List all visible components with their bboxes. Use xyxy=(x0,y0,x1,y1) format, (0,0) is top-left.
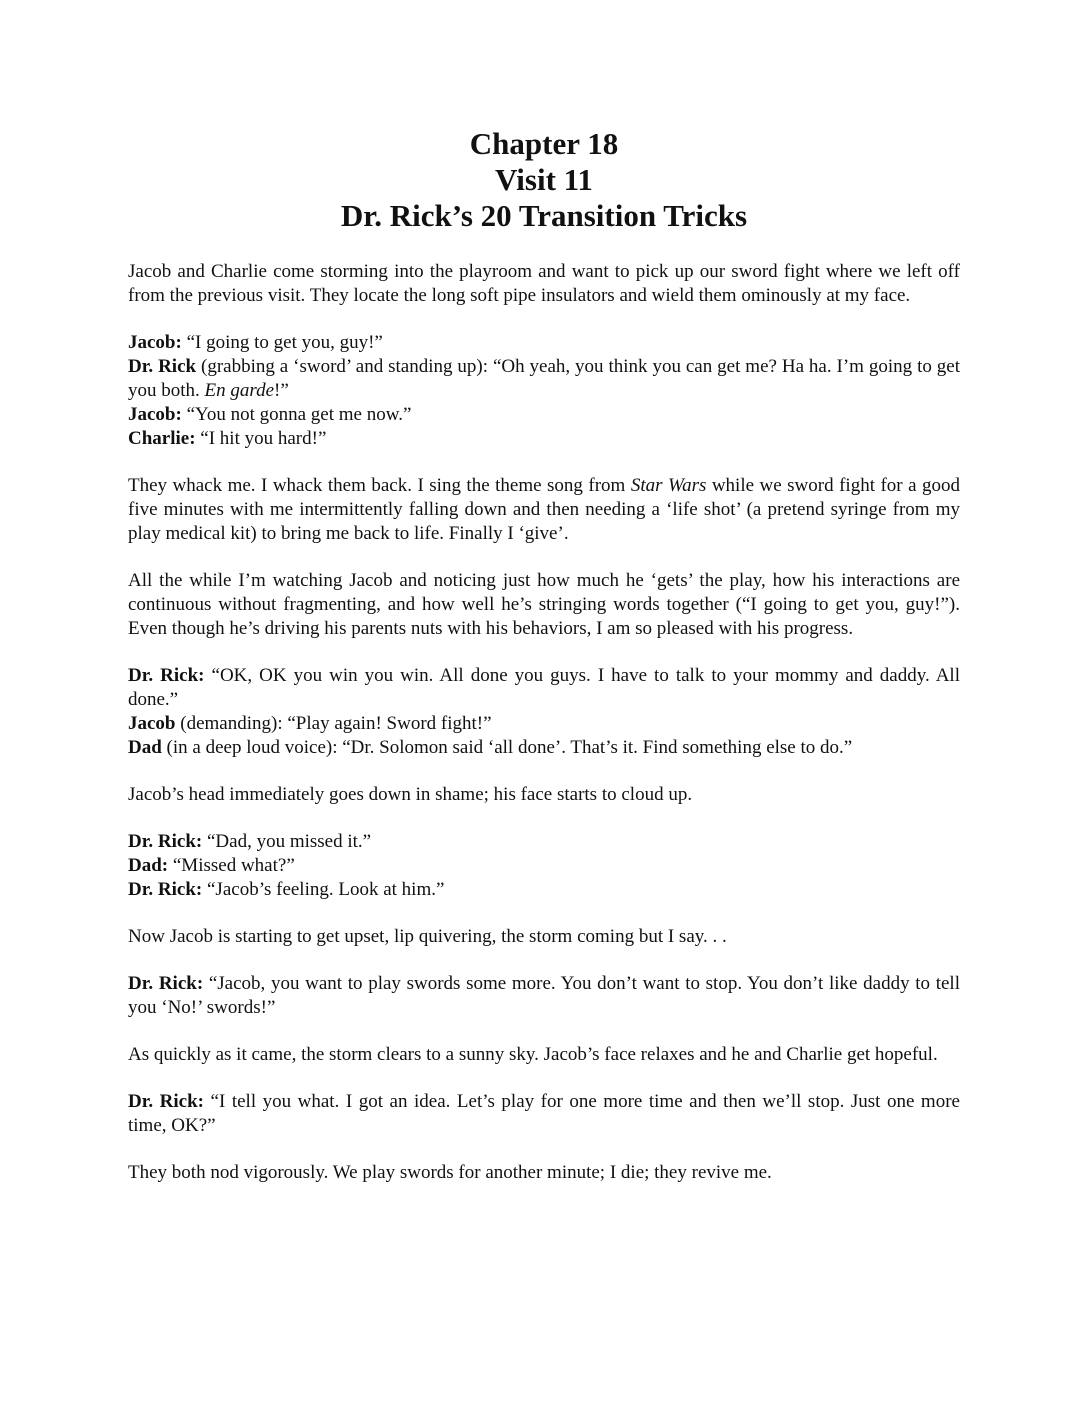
speaker-name: Jacob: xyxy=(128,404,182,425)
dialogue-text: (demanding): “Play again! Sword fight!” xyxy=(175,713,492,734)
dialogue-text: “I hit you hard!” xyxy=(195,428,327,449)
narrative-italic-text: Star Wars xyxy=(630,475,707,496)
dialogue-text: (in a deep loud voice): “Dr. Solomon said ‘all done’. That’s it. Find something else to do.” xyxy=(161,737,853,758)
dialogue-text: “Dad, you missed it.” xyxy=(202,831,372,852)
speaker-name: Jacob: xyxy=(128,332,182,353)
chapter-title: Dr. Rick’s 20 Transition Tricks xyxy=(340,198,748,233)
intro-paragraph: Jacob and Charlie come storming into the playroom and want to pick up our sword fight where we left off from the previous visit. They locate the long soft pipe insulators and wield them ominously at my face. xyxy=(128,261,960,306)
dialogue-line xyxy=(128,712,960,736)
dialogue-line xyxy=(128,355,960,403)
dialogue-block-2 xyxy=(128,664,960,760)
speaker-name: Jacob xyxy=(128,713,176,734)
closing-paragraph: They both nod vigorously. We play swords for another minute; I die; they revive me. xyxy=(128,1162,772,1183)
dialogue-text: “You not gonna get me now.” xyxy=(181,404,412,425)
dialogue-text: !” xyxy=(274,380,289,401)
narrative-paragraph: Now Jacob is starting to get upset, lip quivering, the storm coming but I say. . . xyxy=(128,926,727,947)
speaker-name: Charlie: xyxy=(128,428,196,449)
dialogue-text: “Jacob, you want to play swords some more. You don’t want to stop. You don’t like daddy to tell you ‘No!’ swords!” xyxy=(128,973,960,1018)
dialogue-line xyxy=(128,830,960,854)
book-page xyxy=(128,126,960,1208)
dialogue-text: “Jacob’s feeling. Look at him.” xyxy=(202,879,445,900)
narrative-text: while we sword fight for a good five minutes with me intermittently falling down and then needing a ‘life shot’ (a pretend syringe from my play medical kit) to bring me back to life. Finally I ‘give’. xyxy=(128,475,961,544)
dialogue-line xyxy=(128,854,960,878)
speaker-name: Dr. Rick: xyxy=(128,879,203,900)
dialogue-block-4 xyxy=(128,972,960,1020)
dialogue-line xyxy=(128,878,960,902)
dialogue-line xyxy=(128,972,960,1020)
dialogue-block-1 xyxy=(128,331,960,451)
dialogue-line xyxy=(128,403,960,427)
narrative-paragraph xyxy=(128,474,960,546)
dialogue-block-5 xyxy=(128,1090,960,1138)
speaker-name: Dr. Rick: xyxy=(128,973,204,994)
dialogue-text: “I going to get you, guy!” xyxy=(181,332,383,353)
narrative-paragraph: Jacob’s head immediately goes down in shame; his face starts to cloud up. xyxy=(128,784,693,805)
speaker-name: Dad xyxy=(128,737,162,758)
dialogue-line xyxy=(128,427,960,451)
speaker-name: Dr. Rick: xyxy=(128,831,203,852)
dialogue-text: “OK, OK you win you win. All done you guys. I have to talk to your mommy and daddy. All done.” xyxy=(128,665,960,710)
dialogue-text: (grabbing a ‘sword’ and standing up): “Oh yeah, you think you can get me? Ha ha. I’m going to get you both. xyxy=(128,356,960,401)
dialogue-line xyxy=(128,736,960,760)
dialogue-text: “I tell you what. I got an idea. Let’s play for one more time and then we’ll stop. Just one more time, OK?” xyxy=(128,1091,960,1136)
speaker-name: Dr. Rick: xyxy=(128,1091,205,1112)
chapter-number: Chapter 18 xyxy=(469,126,619,161)
dialogue-italic-text: En garde xyxy=(204,380,275,401)
narrative-paragraph: All the while I’m watching Jacob and noticing just how much he ‘gets’ the play, how his interactions are continuous without fragmenting, and how well he’s stringing words together (“I going to get you, guy!”). Even though he’s driving his parents nuts with his behaviors, I am so pleased with his progress. xyxy=(128,570,960,639)
dialogue-line xyxy=(128,664,960,712)
speaker-name: Dad: xyxy=(128,855,169,876)
dialogue-line xyxy=(128,1090,960,1138)
narrative-paragraph: As quickly as it came, the storm clears to a sunny sky. Jacob’s face relaxes and he and Charlie get hopeful. xyxy=(128,1044,938,1065)
visit-number: Visit 11 xyxy=(495,162,593,197)
dialogue-line xyxy=(128,331,960,355)
narrative-text: They whack me. I whack them back. I sing the theme song from xyxy=(128,475,631,496)
dialogue-text: “Missed what?” xyxy=(168,855,295,876)
dialogue-block-3 xyxy=(128,830,960,902)
speaker-name: Dr. Rick: xyxy=(128,665,205,686)
chapter-heading xyxy=(128,126,960,234)
speaker-name: Dr. Rick xyxy=(128,356,197,377)
